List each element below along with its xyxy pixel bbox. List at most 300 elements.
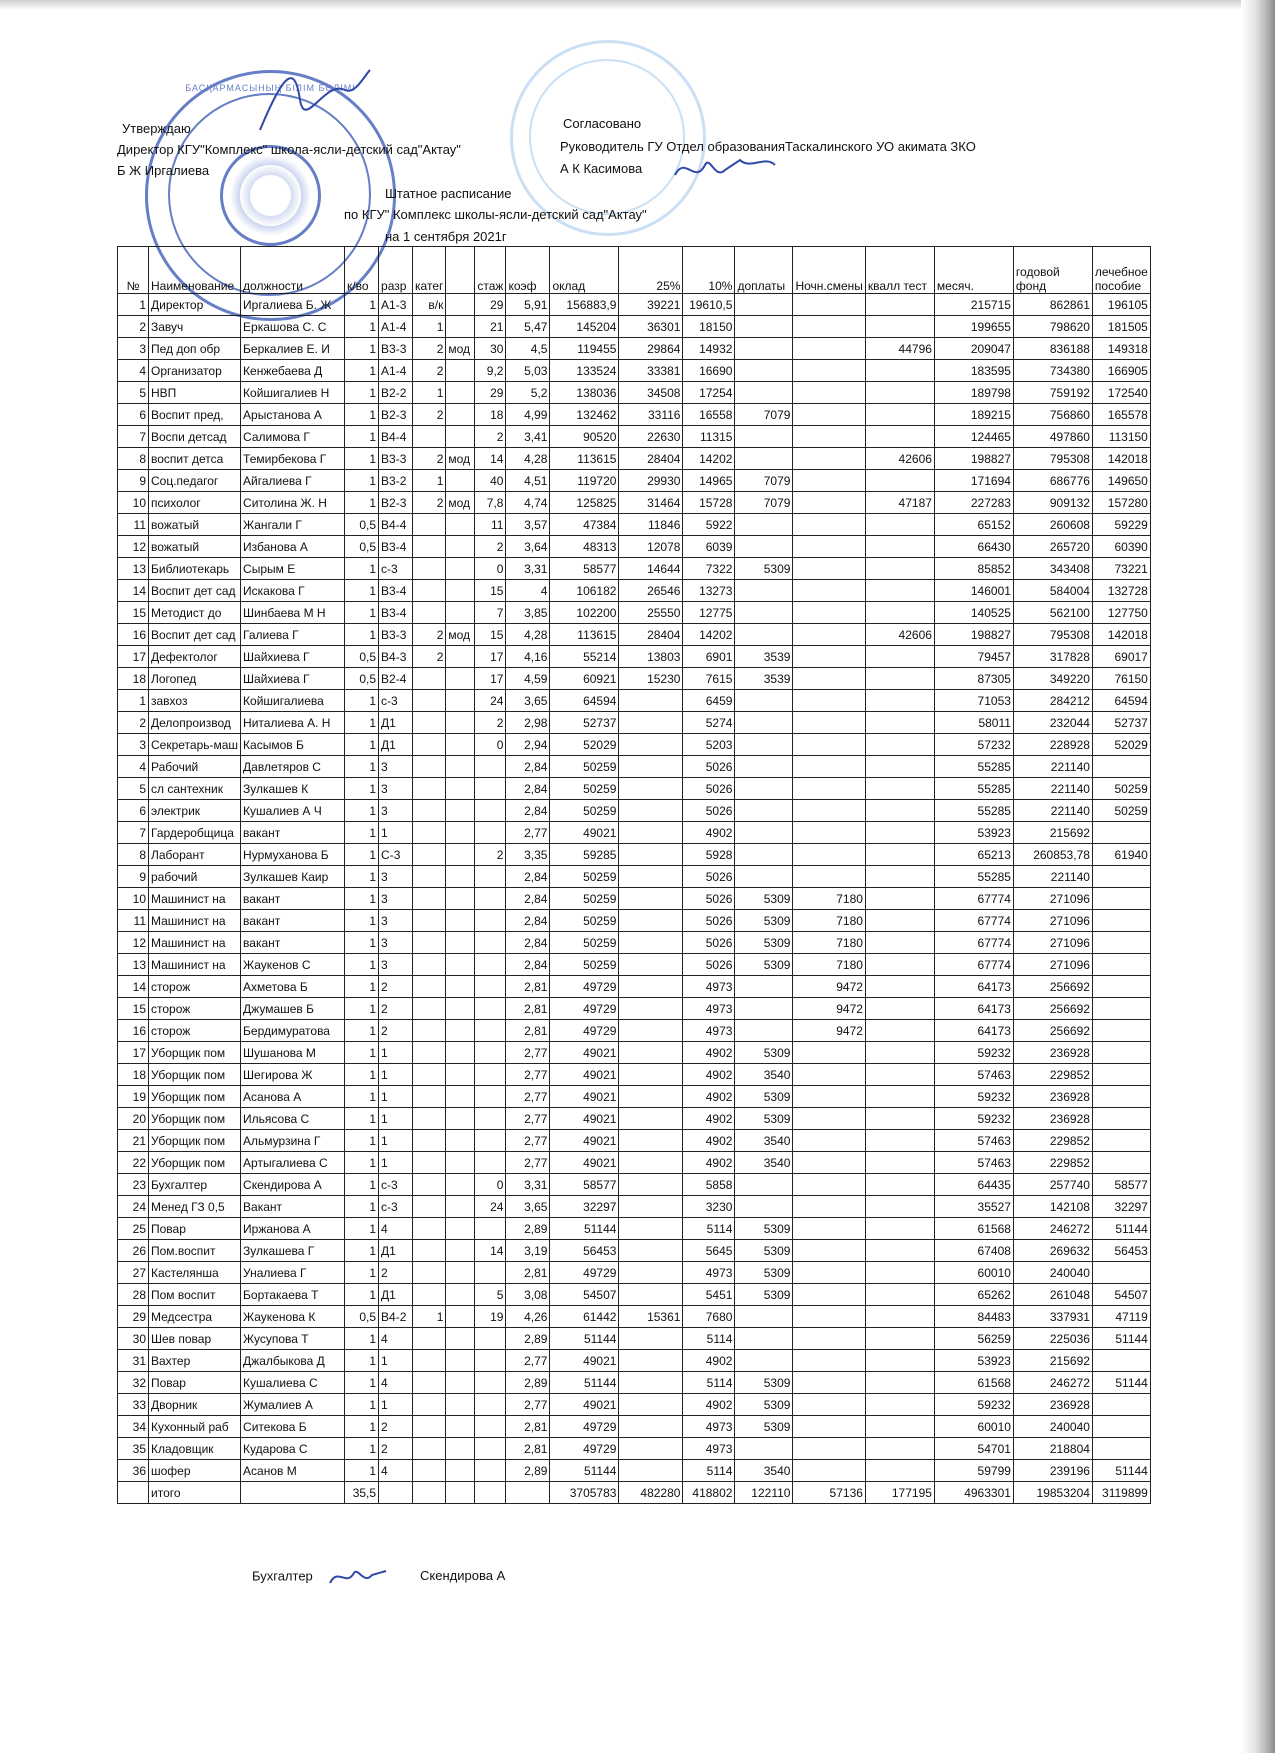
table-cell: 4902 xyxy=(683,1042,735,1064)
table-row xyxy=(118,558,1151,580)
table-cell: 1 xyxy=(345,338,379,360)
table-cell: В3-3 xyxy=(379,338,413,360)
table-cell: мод xyxy=(446,338,475,360)
table-cell: 16690 xyxy=(683,360,735,382)
table-row xyxy=(118,1262,1151,1284)
table-cell: В2-2 xyxy=(379,382,413,404)
table-cell: 1 xyxy=(345,1350,379,1372)
table-cell: Жаукенов С xyxy=(241,954,345,976)
col-header: катег xyxy=(413,247,446,294)
table-cell xyxy=(735,536,793,558)
table-cell: Бухгалтер xyxy=(149,1174,241,1196)
table-cell: 14932 xyxy=(683,338,735,360)
table-cell: 177195 xyxy=(865,1482,934,1504)
table-cell xyxy=(735,338,793,360)
table-cell xyxy=(865,1416,934,1438)
table-cell: 1 xyxy=(345,1130,379,1152)
table-cell xyxy=(735,1020,793,1042)
table-cell: 317828 xyxy=(1013,646,1092,668)
col-header: годовой фонд xyxy=(1013,247,1092,294)
table-cell xyxy=(865,778,934,800)
table-cell: 19 xyxy=(118,1086,149,1108)
table-cell xyxy=(619,712,683,734)
table-cell: 1 xyxy=(345,1042,379,1064)
table-cell xyxy=(793,1438,865,1460)
table-cell xyxy=(793,448,865,470)
table-cell: Шайхиева Г xyxy=(241,668,345,690)
table-cell: 7 xyxy=(475,602,506,624)
table-cell: 49729 xyxy=(550,1416,619,1438)
table-cell: 64173 xyxy=(934,998,1013,1020)
table-cell: 55285 xyxy=(934,800,1013,822)
table-cell: 225036 xyxy=(1013,1328,1092,1350)
table-cell xyxy=(619,1108,683,1130)
col-header: должности xyxy=(241,247,345,294)
table-cell: Завуч xyxy=(149,316,241,338)
table-cell: 1 xyxy=(345,1108,379,1130)
table-cell xyxy=(619,1130,683,1152)
table-cell xyxy=(865,866,934,888)
table-cell: 1 xyxy=(345,866,379,888)
table-cell xyxy=(1092,1350,1150,1372)
table-cell: 1 xyxy=(345,756,379,778)
table-cell: 5451 xyxy=(683,1284,735,1306)
table-cell: 562100 xyxy=(1013,602,1092,624)
table-cell: 5309 xyxy=(735,910,793,932)
table-cell: 7180 xyxy=(793,888,865,910)
table-cell xyxy=(735,1328,793,1350)
table-cell: 1 xyxy=(345,448,379,470)
table-cell: Асанова А xyxy=(241,1086,345,1108)
table-cell: 47119 xyxy=(1092,1306,1150,1328)
table-cell xyxy=(865,1372,934,1394)
table-cell: 14965 xyxy=(683,470,735,492)
table-cell: 7,8 xyxy=(475,492,506,514)
table-cell: 49021 xyxy=(550,1130,619,1152)
approve-line1: Директор КГУ"Комплекс" школа-ясли-детский сад"Актау" xyxy=(117,142,461,157)
table-cell: 60010 xyxy=(934,1416,1013,1438)
table-cell xyxy=(619,954,683,976)
col-header: 25% xyxy=(619,247,683,294)
table-cell: 132462 xyxy=(550,404,619,426)
table-cell: 3539 xyxy=(735,646,793,668)
table-cell: с-3 xyxy=(379,1196,413,1218)
table-cell xyxy=(413,1218,446,1240)
table-cell: 47187 xyxy=(865,492,934,514)
table-cell: 55214 xyxy=(550,646,619,668)
table-cell: Искакова Г xyxy=(241,580,345,602)
table-cell: 5026 xyxy=(683,888,735,910)
table-cell: 2,84 xyxy=(506,778,550,800)
scan-right-edge xyxy=(1241,0,1275,1753)
table-cell: 3,85 xyxy=(506,602,550,624)
table-cell: 189215 xyxy=(934,404,1013,426)
table-cell: Зулкашев К xyxy=(241,778,345,800)
table-cell: 256692 xyxy=(1013,1020,1092,1042)
agree-title: Согласовано xyxy=(563,116,642,131)
table-cell: 1 xyxy=(345,1196,379,1218)
table-cell: 1 xyxy=(345,998,379,1020)
table-cell: сторож xyxy=(149,1020,241,1042)
table-cell: 40 xyxy=(475,470,506,492)
table-cell xyxy=(865,1130,934,1152)
table-cell xyxy=(475,1042,506,1064)
col-header: доплаты xyxy=(735,247,793,294)
table-cell xyxy=(475,822,506,844)
table-cell: Галиева Г xyxy=(241,624,345,646)
table-cell: 1 xyxy=(345,690,379,712)
table-cell: 49729 xyxy=(550,1262,619,1284)
table-cell: Пед доп обр xyxy=(149,338,241,360)
table-cell: 5309 xyxy=(735,954,793,976)
table-cell: Менед ГЗ 0,5 xyxy=(149,1196,241,1218)
table-cell: 4 xyxy=(506,580,550,602)
table-cell: Жусупова Т xyxy=(241,1328,345,1350)
table-cell: 9 xyxy=(118,470,149,492)
table-cell: 7180 xyxy=(793,954,865,976)
table-cell xyxy=(475,1350,506,1372)
table-cell: 7322 xyxy=(683,558,735,580)
table-cell: 3,19 xyxy=(506,1240,550,1262)
table-cell: Кенжебаева Д xyxy=(241,360,345,382)
table-cell: 5858 xyxy=(683,1174,735,1196)
table-cell: 5309 xyxy=(735,1416,793,1438)
table-cell: Методист до xyxy=(149,602,241,624)
table-cell xyxy=(446,954,475,976)
table-row xyxy=(118,954,1151,976)
table-cell: Арыстанова А xyxy=(241,404,345,426)
table-cell xyxy=(865,910,934,932)
table-cell: 140525 xyxy=(934,602,1013,624)
table-cell: 127750 xyxy=(1092,602,1150,624)
table-cell xyxy=(865,580,934,602)
table-cell: вакант xyxy=(241,910,345,932)
table-cell: 246272 xyxy=(1013,1372,1092,1394)
table-cell: 4902 xyxy=(683,822,735,844)
table-cell xyxy=(446,932,475,954)
table-cell xyxy=(619,822,683,844)
table-cell: Дворник xyxy=(149,1394,241,1416)
table-cell: 4 xyxy=(379,1218,413,1240)
approve-title: Утверждаю xyxy=(122,121,191,136)
table-cell xyxy=(735,844,793,866)
table-cell: Жумалиев А xyxy=(241,1394,345,1416)
table-cell: 5026 xyxy=(683,954,735,976)
table-cell: 4902 xyxy=(683,1064,735,1086)
table-cell: 3539 xyxy=(735,668,793,690)
table-cell: 24 xyxy=(475,1196,506,1218)
table-cell: 229852 xyxy=(1013,1064,1092,1086)
table-cell: 51144 xyxy=(550,1328,619,1350)
table-cell: 215715 xyxy=(934,294,1013,316)
table-cell xyxy=(619,1218,683,1240)
table-cell: Повар xyxy=(149,1372,241,1394)
table-cell: Шайхиева Г xyxy=(241,646,345,668)
table-cell: 64173 xyxy=(934,976,1013,998)
col-header: месяч. xyxy=(934,247,1013,294)
table-cell: психолог xyxy=(149,492,241,514)
table-row xyxy=(118,1218,1151,1240)
table-cell xyxy=(475,888,506,910)
table-cell: 7 xyxy=(118,426,149,448)
table-cell xyxy=(241,1482,345,1504)
table-cell xyxy=(446,1438,475,1460)
table-cell xyxy=(475,1438,506,1460)
table-cell: 59232 xyxy=(934,1394,1013,1416)
table-cell: Альмурзина Г xyxy=(241,1130,345,1152)
table-cell xyxy=(793,646,865,668)
table-row xyxy=(118,426,1151,448)
table-cell: 49021 xyxy=(550,1042,619,1064)
table-cell xyxy=(446,646,475,668)
table-cell: 1 xyxy=(345,1284,379,1306)
table-cell: 9 xyxy=(118,866,149,888)
table-cell xyxy=(865,536,934,558)
table-cell: 53923 xyxy=(934,1350,1013,1372)
table-cell: 1 xyxy=(345,470,379,492)
table-row xyxy=(118,712,1151,734)
table-cell xyxy=(619,1196,683,1218)
table-row xyxy=(118,800,1151,822)
table-cell: 862861 xyxy=(1013,294,1092,316)
table-cell: Кударова С xyxy=(241,1438,345,1460)
table-cell xyxy=(793,426,865,448)
table-cell: 51144 xyxy=(1092,1218,1150,1240)
table-row xyxy=(118,822,1151,844)
table-cell xyxy=(475,778,506,800)
table-cell xyxy=(865,1350,934,1372)
table-cell xyxy=(446,316,475,338)
table-cell xyxy=(446,690,475,712)
table-cell: 113615 xyxy=(550,624,619,646)
table-cell xyxy=(413,1438,446,1460)
table-row xyxy=(118,404,1151,426)
table-cell: 1 xyxy=(345,580,379,602)
table-cell: 1 xyxy=(345,1240,379,1262)
table-cell: 3 xyxy=(118,338,149,360)
table-cell xyxy=(865,316,934,338)
table-cell xyxy=(735,1438,793,1460)
table-cell: 232044 xyxy=(1013,712,1092,734)
table-cell xyxy=(446,1372,475,1394)
table-cell xyxy=(793,822,865,844)
table-cell: 50259 xyxy=(550,800,619,822)
table-cell: 0 xyxy=(475,1174,506,1196)
table-cell xyxy=(619,1328,683,1350)
table-cell: Ситекова Б xyxy=(241,1416,345,1438)
table-cell xyxy=(793,602,865,624)
table-cell: 246272 xyxy=(1013,1218,1092,1240)
table-cell: 59232 xyxy=(934,1108,1013,1130)
table-cell: 4 xyxy=(379,1372,413,1394)
table-cell: 2,89 xyxy=(506,1372,550,1394)
table-cell: Иржанова А xyxy=(241,1218,345,1240)
table-cell xyxy=(793,404,865,426)
table-cell xyxy=(1092,1020,1150,1042)
table-cell: 1 xyxy=(413,470,446,492)
table-cell xyxy=(446,668,475,690)
table-cell xyxy=(865,1196,934,1218)
table-cell xyxy=(413,668,446,690)
table-cell xyxy=(735,998,793,1020)
table-cell: Бортакаева Т xyxy=(241,1284,345,1306)
table-cell: 106182 xyxy=(550,580,619,602)
table-cell: 2 xyxy=(379,998,413,1020)
table-cell: Ахметова Б xyxy=(241,976,345,998)
table-cell: 51144 xyxy=(550,1460,619,1482)
table-cell: 4902 xyxy=(683,1086,735,1108)
table-cell: Воспит дет сад xyxy=(149,580,241,602)
table-cell xyxy=(413,1350,446,1372)
table-cell: 56259 xyxy=(934,1328,1013,1350)
table-cell xyxy=(619,1394,683,1416)
table-cell: 4 xyxy=(379,1460,413,1482)
table-cell: 56453 xyxy=(1092,1240,1150,1262)
table-cell xyxy=(865,382,934,404)
table-row xyxy=(118,294,1151,316)
table-cell xyxy=(475,800,506,822)
table-cell: 1 xyxy=(345,1174,379,1196)
signature-head xyxy=(670,150,780,190)
table-cell: 2,77 xyxy=(506,1108,550,1130)
table-cell xyxy=(1092,1416,1150,1438)
table-cell xyxy=(475,910,506,932)
table-cell: Айгалиева Г xyxy=(241,470,345,492)
table-cell xyxy=(619,778,683,800)
table-cell: 15 xyxy=(475,580,506,602)
table-cell: НВП xyxy=(149,382,241,404)
table-cell: 482280 xyxy=(619,1482,683,1504)
table-cell: 5,03 xyxy=(506,360,550,382)
table-cell xyxy=(1092,1108,1150,1130)
table-cell: 10 xyxy=(118,492,149,514)
table-cell: 7079 xyxy=(735,492,793,514)
table-cell xyxy=(475,756,506,778)
table-cell: 55285 xyxy=(934,866,1013,888)
table-cell: 138036 xyxy=(550,382,619,404)
table-cell xyxy=(735,602,793,624)
table-cell: 35,5 xyxy=(345,1482,379,1504)
table-cell: 2,84 xyxy=(506,800,550,822)
table-cell: 4902 xyxy=(683,1350,735,1372)
table-cell: 7615 xyxy=(683,668,735,690)
table-cell: 61940 xyxy=(1092,844,1150,866)
table-cell: 18 xyxy=(118,1064,149,1086)
table-cell xyxy=(413,778,446,800)
table-cell xyxy=(475,1218,506,1240)
table-cell: В3-4 xyxy=(379,536,413,558)
table-cell: 5309 xyxy=(735,558,793,580)
table-cell: 132728 xyxy=(1092,580,1150,602)
doc-subtitle: по КГУ" Комплекс школы-ясли-детский сад"Актау" xyxy=(344,207,647,222)
table-cell: 26546 xyxy=(619,580,683,602)
table-cell: 5,47 xyxy=(506,316,550,338)
table-cell: 256692 xyxy=(1013,976,1092,998)
table-cell xyxy=(413,844,446,866)
table-cell: 1 xyxy=(345,426,379,448)
table-cell: 2,84 xyxy=(506,910,550,932)
table-cell xyxy=(735,514,793,536)
table-cell: 5114 xyxy=(683,1218,735,1240)
table-cell: 2 xyxy=(379,1416,413,1438)
table-row xyxy=(118,646,1151,668)
table-cell: 13803 xyxy=(619,646,683,668)
table-cell: 1 xyxy=(345,1086,379,1108)
table-cell xyxy=(1092,1438,1150,1460)
table-cell: 2,84 xyxy=(506,756,550,778)
table-cell: 236928 xyxy=(1013,1108,1092,1130)
table-cell: 5026 xyxy=(683,756,735,778)
table-cell xyxy=(619,932,683,954)
table-cell xyxy=(1092,1064,1150,1086)
table-cell: 58577 xyxy=(550,1174,619,1196)
table-cell: 5203 xyxy=(683,734,735,756)
table-cell: 215692 xyxy=(1013,822,1092,844)
table-cell: 48313 xyxy=(550,536,619,558)
table-cell xyxy=(1092,932,1150,954)
table-cell xyxy=(118,1482,149,1504)
table-cell xyxy=(446,1174,475,1196)
table-cell xyxy=(446,602,475,624)
table-cell: 1 xyxy=(379,1086,413,1108)
table-cell: 50259 xyxy=(550,910,619,932)
col-header xyxy=(446,247,475,294)
table-row xyxy=(118,1460,1151,1482)
table-cell xyxy=(446,404,475,426)
table-cell: 33 xyxy=(118,1394,149,1416)
table-cell: 3,65 xyxy=(506,690,550,712)
table-cell: В4-4 xyxy=(379,426,413,448)
table-row xyxy=(118,668,1151,690)
table-row xyxy=(118,470,1151,492)
table-cell: 3540 xyxy=(735,1064,793,1086)
table-cell: Джалбыкова Д xyxy=(241,1350,345,1372)
table-cell: 12078 xyxy=(619,536,683,558)
table-cell xyxy=(446,844,475,866)
table-cell: 51144 xyxy=(1092,1328,1150,1350)
table-cell xyxy=(793,1372,865,1394)
table-cell xyxy=(735,382,793,404)
table-cell: 1 xyxy=(345,1262,379,1284)
table-cell xyxy=(413,1064,446,1086)
table-cell: 35 xyxy=(118,1438,149,1460)
table-cell xyxy=(446,514,475,536)
table-cell: 14 xyxy=(475,1240,506,1262)
table-cell xyxy=(865,690,934,712)
table-cell: 11846 xyxy=(619,514,683,536)
table-cell xyxy=(793,536,865,558)
table-cell: 5922 xyxy=(683,514,735,536)
table-cell xyxy=(735,734,793,756)
table-cell: 5 xyxy=(118,382,149,404)
table-cell: 236928 xyxy=(1013,1394,1092,1416)
table-cell xyxy=(865,514,934,536)
table-cell: 142018 xyxy=(1092,624,1150,646)
table-cell: 39221 xyxy=(619,294,683,316)
emblem-icon xyxy=(220,145,321,246)
col-header: коэф xyxy=(506,247,550,294)
table-cell xyxy=(865,558,934,580)
table-cell: 9472 xyxy=(793,1020,865,1042)
table-cell xyxy=(865,1020,934,1042)
table-cell: 29864 xyxy=(619,338,683,360)
table-cell: 2,77 xyxy=(506,1394,550,1416)
table-cell: 759192 xyxy=(1013,382,1092,404)
table-cell: 229852 xyxy=(1013,1130,1092,1152)
table-cell: Шушанова М xyxy=(241,1042,345,1064)
table-cell xyxy=(619,1284,683,1306)
table-cell xyxy=(735,976,793,998)
